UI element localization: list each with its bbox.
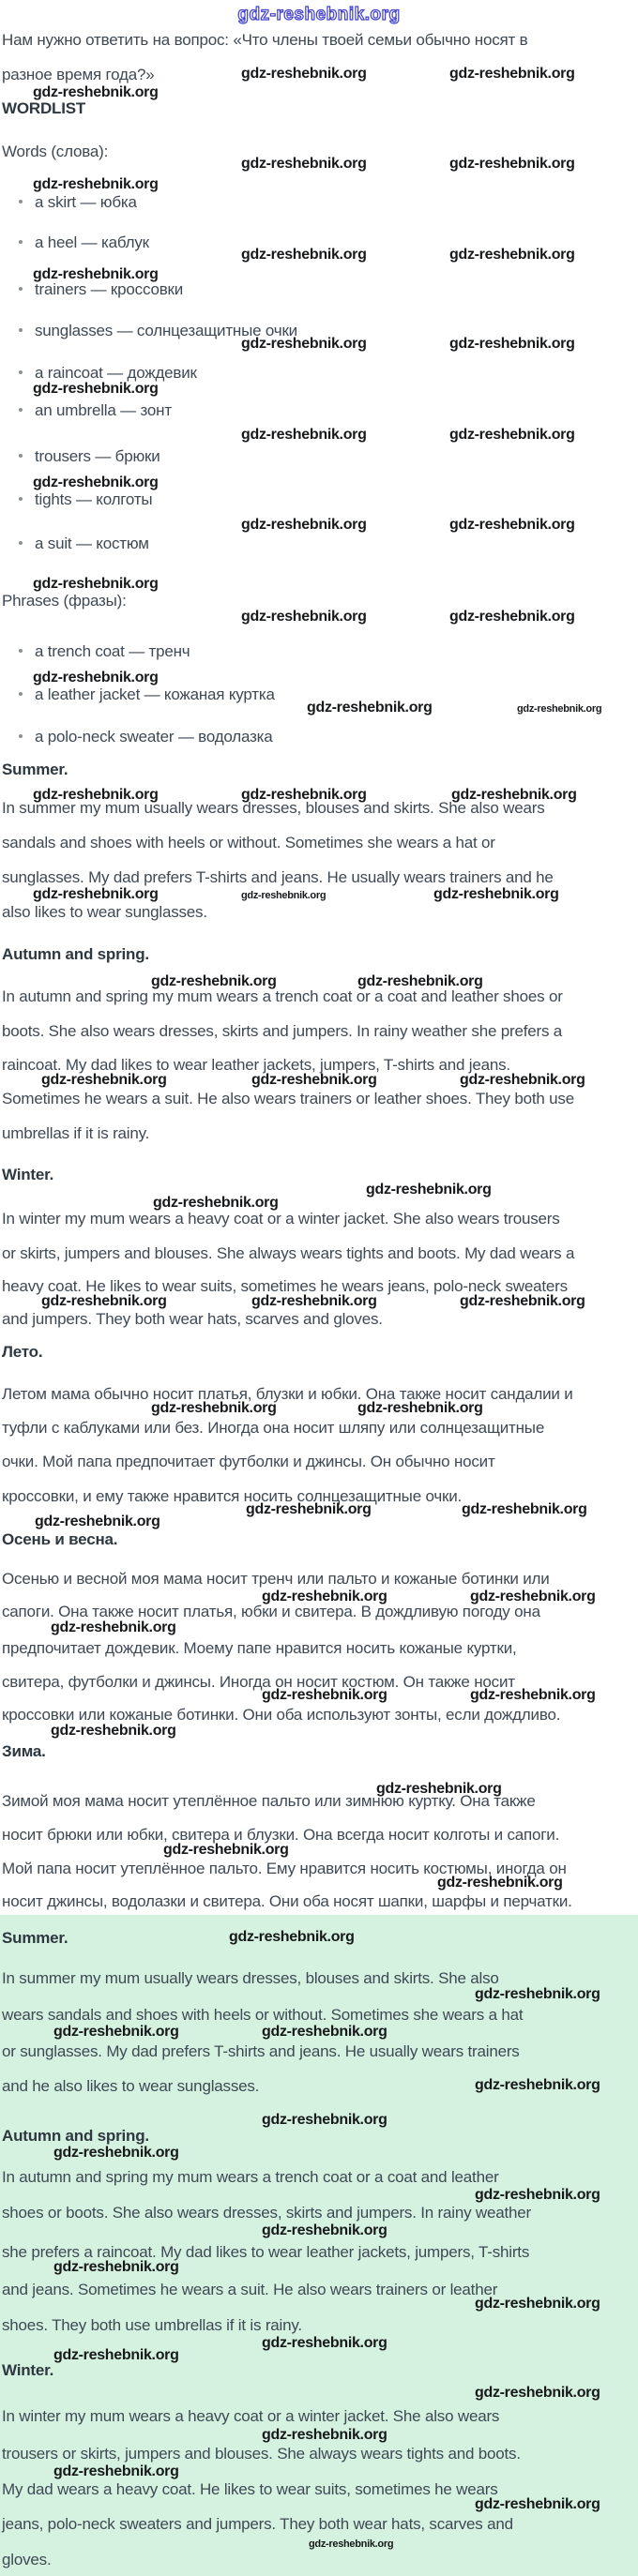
watermark: gdz-reshebnik.org bbox=[53, 2024, 179, 2040]
watermark: gdz-reshebnik.org bbox=[41, 1293, 167, 1309]
watermark: gdz-reshebnik.org bbox=[475, 1986, 600, 2002]
watermark: gdz-reshebnik.org bbox=[357, 1400, 483, 1416]
paragraph-line: and he also likes to wear sunglasses. bbox=[2, 2077, 260, 2095]
document-row bbox=[0, 280, 638, 301]
wordlist-item: a raincoat — дождевик bbox=[35, 364, 197, 382]
watermark: gdz-reshebnik.org bbox=[33, 886, 159, 902]
watermark: gdz-reshebnik.org bbox=[241, 890, 327, 901]
paragraph-line: носит брюки или юбки, свитера и блузки. Она всегда носит колготы и сапоги. bbox=[2, 1826, 560, 1844]
document-row bbox=[0, 2145, 638, 2165]
wordlist-item: a suit — костюм bbox=[35, 535, 149, 552]
document-row bbox=[0, 2407, 638, 2428]
paragraph-line: Нам нужно ответить на вопрос: «Что члены твоей семьи обычно носят в bbox=[2, 31, 528, 49]
paragraph-line: предпочитает дождевик. Моему папе нравится носить кожаные куртки, bbox=[2, 1639, 517, 1657]
bullet-icon bbox=[19, 287, 23, 291]
document-row bbox=[0, 1419, 638, 1439]
watermark: gdz-reshebnik.org bbox=[376, 1781, 502, 1797]
document-row bbox=[0, 1723, 638, 1743]
paragraph-line: кроссовки, и ему также нравится носить солнцезащитные очки. bbox=[2, 1487, 463, 1505]
document-row bbox=[0, 799, 638, 820]
watermark: gdz-reshebnik.org bbox=[241, 336, 367, 352]
document-row bbox=[0, 2168, 638, 2189]
document-row bbox=[0, 1892, 638, 1913]
document-row bbox=[0, 1619, 638, 1640]
watermark: gdz-reshebnik.org bbox=[262, 2335, 387, 2351]
watermark: gdz-reshebnik.org bbox=[153, 1195, 279, 1211]
watermark: gdz-reshebnik.org bbox=[33, 84, 159, 100]
paragraph-line: In autumn and spring my mum wears a trench coat or a coat and leather bbox=[2, 2168, 499, 2186]
watermark: gdz-reshebnik.org bbox=[151, 1400, 277, 1416]
bullet-icon bbox=[19, 200, 23, 203]
watermark: gdz-reshebnik.org bbox=[437, 1875, 563, 1891]
section-heading: WORDLIST bbox=[2, 99, 86, 117]
document-row bbox=[0, 2515, 638, 2536]
section-heading: Winter. bbox=[2, 2361, 54, 2379]
paragraph-line: Sometimes he wears a suit. He also wears trainers or leather shoes. They both use bbox=[2, 1090, 574, 1107]
watermark: gdz-reshebnik.org bbox=[33, 787, 159, 803]
document-row bbox=[0, 2204, 638, 2224]
watermark: gdz-reshebnik.org bbox=[462, 1501, 587, 1517]
section-heading: Summer. bbox=[2, 761, 68, 778]
watermark: gdz-reshebnik.org bbox=[449, 247, 575, 263]
watermark-outlined: gdz-reshebnik.org bbox=[237, 5, 401, 24]
paragraph-line: In summer my mum usually wears dresses, blouses and skirts. She also bbox=[2, 1969, 499, 1987]
paragraph-line: Зимой моя мама носит утеплённое пальто или зимнюю куртку. Она также bbox=[2, 1792, 536, 1810]
wordlist-item: an umbrella — зонт bbox=[35, 401, 172, 419]
document-row bbox=[0, 1022, 638, 1043]
document-row bbox=[0, 642, 638, 663]
document-row bbox=[0, 1124, 638, 1145]
bullet-icon bbox=[19, 649, 23, 653]
watermark: gdz-reshebnik.org bbox=[309, 2538, 394, 2550]
watermark: gdz-reshebnik.org bbox=[241, 66, 367, 82]
watermark: gdz-reshebnik.org bbox=[251, 1072, 377, 1088]
watermark: gdz-reshebnik.org bbox=[460, 1072, 585, 1088]
document-row bbox=[0, 2551, 638, 2571]
document-row bbox=[0, 2042, 638, 2063]
paragraph-line: wears sandals and shoes with heels or without. Sometimes she wears a hat bbox=[2, 2006, 524, 2024]
watermark: gdz-reshebnik.org bbox=[241, 427, 367, 443]
watermark: gdz-reshebnik.org bbox=[262, 1687, 387, 1703]
document-row bbox=[0, 1453, 638, 1473]
document-row bbox=[0, 1570, 638, 1590]
watermark: gdz-reshebnik.org bbox=[53, 2463, 179, 2479]
watermark: gdz-reshebnik.org bbox=[307, 700, 433, 716]
paragraph-line: and jumpers. They both wear hats, scarves and gloves. bbox=[2, 1310, 383, 1328]
watermark: gdz-reshebnik.org bbox=[151, 973, 277, 989]
paragraph-line: кроссовки или кожаные ботинки. Они оба используют зонты, если дождливо. bbox=[2, 1706, 561, 1724]
watermark: gdz-reshebnik.org bbox=[35, 1514, 160, 1529]
paragraph-line: туфли с каблуками или без. Иногда она носит шляпу или солнцезащитные bbox=[2, 1419, 545, 1437]
watermark: gdz-reshebnik.org bbox=[475, 2385, 600, 2401]
watermark: gdz-reshebnik.org bbox=[475, 2077, 600, 2093]
watermark: gdz-reshebnik.org bbox=[33, 576, 159, 592]
watermark: gdz-reshebnik.org bbox=[33, 176, 159, 192]
paragraph-line: umbrellas if it is rainy. bbox=[2, 1124, 150, 1142]
section-heading: Зима. bbox=[2, 1742, 46, 1760]
document-row bbox=[0, 66, 638, 86]
paragraph-line: boots. She also wears dresses, skirts and jumpers. In rainy weather she prefers a bbox=[2, 1022, 563, 1040]
document-row bbox=[0, 381, 638, 401]
document-row bbox=[0, 1687, 638, 1708]
watermark: gdz-reshebnik.org bbox=[475, 2296, 600, 2312]
watermark: gdz-reshebnik.org bbox=[262, 1589, 387, 1604]
document-row bbox=[0, 1343, 638, 1363]
watermark: gdz-reshebnik.org bbox=[451, 787, 577, 803]
watermark: gdz-reshebnik.org bbox=[262, 2222, 387, 2238]
paragraph-line: сапоги. Она также носит платья, юбки и свитера. В дождливую погоду она bbox=[2, 1603, 540, 1620]
document-row bbox=[0, 99, 638, 120]
bullet-icon bbox=[19, 734, 23, 738]
watermark: gdz-reshebnik.org bbox=[229, 1929, 355, 1945]
paragraph-line: In winter my mum wears a heavy coat or a winter jacket. She also wears trousers bbox=[2, 1210, 560, 1228]
document-row bbox=[0, 427, 638, 447]
wordlist-item: trousers — брюки bbox=[35, 447, 160, 465]
paragraph-line: sandals and shoes with heels or without. Sometimes she wears a hat or bbox=[2, 834, 495, 851]
paragraph-line: jeans, polo-neck sweaters and jumpers. They both wear hats, scarves and bbox=[2, 2515, 513, 2533]
paragraph-line: In autumn and spring my mum wears a trench coat or a coat and leather shoes or bbox=[2, 987, 563, 1005]
document-row bbox=[0, 193, 638, 214]
paragraph-line: очки. Мой папа предпочитает футболки и джинсы. Он обычно носит bbox=[2, 1453, 495, 1470]
paragraph-line: Phrases (фразы): bbox=[2, 592, 127, 610]
paragraph-line: and jeans. Sometimes he wears a suit. He also wears trainers or leather bbox=[2, 2281, 498, 2298]
document-row bbox=[0, 903, 638, 924]
watermark: gdz-reshebnik.org bbox=[449, 517, 575, 533]
bullet-icon bbox=[19, 454, 23, 458]
document-row bbox=[0, 1244, 638, 1265]
document-row bbox=[0, 2361, 638, 2382]
wordlist-item: trainers — кроссовки bbox=[35, 280, 184, 298]
watermark: gdz-reshebnik.org bbox=[262, 2024, 387, 2040]
section-heading: Winter. bbox=[2, 1166, 54, 1183]
section-heading: Autumn and spring. bbox=[2, 2127, 149, 2145]
watermark: gdz-reshebnik.org bbox=[449, 427, 575, 443]
section-heading: Осень и весна. bbox=[2, 1530, 118, 1548]
document-row bbox=[0, 2024, 638, 2044]
watermark: gdz-reshebnik.org bbox=[53, 2259, 179, 2275]
watermark: gdz-reshebnik.org bbox=[41, 1072, 167, 1088]
bullet-icon bbox=[19, 692, 23, 696]
document-row bbox=[0, 987, 638, 1008]
paragraph-line: or skirts, jumpers and blouses. She always wears tights and boots. My dad wears a bbox=[2, 1244, 575, 1262]
section-heading: Autumn and spring. bbox=[2, 945, 149, 963]
paragraph-line: also likes to wear sunglasses. bbox=[2, 903, 207, 921]
paragraph-line: trousers or skirts, jumpers and blouses. She always wears tights and boots. bbox=[2, 2445, 521, 2463]
paragraph-line: raincoat. My dad likes to wear leather jackets, jumpers, T-shirts and jeans. bbox=[2, 1056, 510, 1074]
bullet-icon bbox=[19, 328, 23, 332]
watermark: gdz-reshebnik.org bbox=[357, 973, 483, 989]
wordlist-item: a trench coat — тренч bbox=[35, 642, 190, 660]
bullet-icon bbox=[19, 370, 23, 374]
document-row bbox=[0, 1530, 638, 1551]
watermark: gdz-reshebnik.org bbox=[33, 475, 159, 490]
paragraph-line: Летом мама обычно носит платья, блузки и юбки. Она также носит сандалии и bbox=[2, 1385, 573, 1403]
section-heading: Лето. bbox=[2, 1343, 43, 1361]
document-row bbox=[0, 2385, 638, 2405]
watermark: gdz-reshebnik.org bbox=[51, 1619, 176, 1635]
section-heading: Summer. bbox=[2, 1929, 68, 1947]
document-row bbox=[0, 761, 638, 781]
watermark: gdz-reshebnik.org bbox=[53, 2145, 179, 2161]
document-row bbox=[0, 728, 638, 748]
watermark: gdz-reshebnik.org bbox=[433, 886, 559, 902]
watermark: gdz-reshebnik.org bbox=[475, 2496, 600, 2512]
watermark: gdz-reshebnik.org bbox=[262, 2427, 387, 2443]
document-row bbox=[0, 2296, 638, 2316]
paragraph-line: Осенью и весной моя мама носит тренч или пальто и кожаные ботинки или bbox=[2, 1570, 550, 1588]
document-row bbox=[0, 1400, 638, 1421]
document-row bbox=[0, 1929, 638, 1950]
watermark: gdz-reshebnik.org bbox=[251, 1293, 377, 1309]
document-row bbox=[0, 2259, 638, 2280]
watermark: gdz-reshebnik.org bbox=[33, 670, 159, 685]
watermark: gdz-reshebnik.org bbox=[449, 156, 575, 172]
paragraph-line: My dad wears a heavy coat. He likes to wear suits, sometimes he wears bbox=[2, 2480, 498, 2498]
watermark: gdz-reshebnik.org bbox=[241, 609, 367, 625]
document-row bbox=[0, 1792, 638, 1813]
paragraph-line: gloves. bbox=[2, 2551, 52, 2568]
watermark: gdz-reshebnik.org bbox=[449, 609, 575, 625]
watermark: gdz-reshebnik.org bbox=[53, 2347, 179, 2363]
document-row bbox=[0, 1639, 638, 1660]
bullet-icon bbox=[19, 240, 23, 244]
wordlist-item: tights — колготы bbox=[35, 490, 153, 508]
watermark: gdz-reshebnik.org bbox=[246, 1501, 372, 1517]
watermark: gdz-reshebnik.org bbox=[51, 1723, 176, 1739]
wordlist-item: a polo-neck sweater — водолазка bbox=[35, 728, 273, 746]
document-row bbox=[0, 700, 638, 720]
document-row bbox=[0, 31, 638, 52]
watermark: gdz-reshebnik.org bbox=[241, 247, 367, 263]
watermark: gdz-reshebnik.org bbox=[163, 1842, 289, 1858]
paragraph-line: shoes. They both use umbrellas if it is rainy. bbox=[2, 2316, 302, 2334]
document-row bbox=[0, 535, 638, 555]
watermark: gdz-reshebnik.org bbox=[470, 1687, 596, 1703]
watermark: gdz-reshebnik.org bbox=[449, 66, 575, 82]
wordlist-item: a skirt — юбка bbox=[35, 193, 137, 211]
watermark: gdz-reshebnik.org bbox=[33, 381, 159, 397]
paragraph-line: In winter my mum wears a heavy coat or a winter jacket. She also wears bbox=[2, 2407, 500, 2425]
watermark: gdz-reshebnik.org bbox=[241, 787, 367, 803]
document-row bbox=[0, 2445, 638, 2465]
watermark: gdz-reshebnik.org bbox=[475, 2187, 600, 2203]
bullet-icon bbox=[19, 408, 23, 412]
document-row bbox=[0, 2222, 638, 2243]
paragraph-line: shoes or boots. She also wears dresses, skirts and jumpers. In rainy weather bbox=[2, 2204, 532, 2222]
document-row bbox=[0, 2316, 638, 2337]
document-row bbox=[0, 2496, 638, 2517]
document-row bbox=[0, 1310, 638, 1331]
watermark: gdz-reshebnik.org bbox=[449, 336, 575, 352]
document-row bbox=[0, 401, 638, 422]
document-row bbox=[0, 1742, 638, 1763]
paragraph-line: sunglasses. My dad prefers T-shirts and jeans. He usually wears trainers and he bbox=[2, 868, 554, 886]
document-row bbox=[0, 1210, 638, 1230]
paragraph-line: разное время года?» bbox=[2, 66, 155, 83]
document-row bbox=[0, 336, 638, 356]
paragraph-line: свитера, футболки и джинсы. Иногда он носит костюм. Он также носит bbox=[2, 1673, 515, 1691]
paragraph-line: she prefers a raincoat. My dad likes to wear leather jackets, jumpers, T-shirts bbox=[2, 2243, 530, 2261]
paragraph-line: Мой папа носит утеплённое пальто. Ему нравится носить костюмы, иногда он bbox=[2, 1860, 567, 1877]
wordlist-item: a leather jacket — кожаная куртка bbox=[35, 685, 275, 703]
wordlist-item: sunglasses — солнцезащитные очки bbox=[35, 322, 297, 339]
watermark: gdz-reshebnik.org bbox=[241, 156, 367, 172]
watermark: gdz-reshebnik.org bbox=[33, 266, 159, 282]
watermark: gdz-reshebnik.org bbox=[241, 517, 367, 533]
document-row bbox=[0, 5, 638, 25]
watermark: gdz-reshebnik.org bbox=[517, 703, 602, 715]
paragraph-line: Words (слова): bbox=[2, 143, 109, 160]
watermark: gdz-reshebnik.org bbox=[366, 1182, 492, 1198]
document-row bbox=[0, 2077, 638, 2098]
document-row bbox=[0, 609, 638, 629]
paragraph-line: носит джинсы, водолазки и свитера. Они оба носят шапки, шарфы и перчатки. bbox=[2, 1892, 572, 1910]
document-row bbox=[0, 490, 638, 511]
watermark: gdz-reshebnik.org bbox=[460, 1293, 585, 1309]
wordlist-item: a heel — каблук bbox=[35, 233, 149, 251]
document-row bbox=[0, 945, 638, 966]
bullet-icon bbox=[19, 497, 23, 501]
document-row bbox=[0, 156, 638, 176]
paragraph-line: or sunglasses. My dad prefers T-shirts and jeans. He usually wears trainers bbox=[2, 2042, 520, 2060]
watermark: gdz-reshebnik.org bbox=[470, 1589, 596, 1604]
document-row bbox=[0, 834, 638, 854]
document-row bbox=[0, 247, 638, 267]
document-row bbox=[0, 1090, 638, 1110]
document-row bbox=[0, 1986, 638, 2007]
paragraph-line: In summer my mum usually wears dresses, blouses and skirts. She also wears bbox=[2, 799, 545, 817]
bullet-icon bbox=[19, 541, 23, 545]
paragraph-line: heavy coat. He likes to wear suits, sometimes he wears jeans, polo-neck sweaters bbox=[2, 1277, 568, 1295]
document-row bbox=[0, 447, 638, 468]
watermark: gdz-reshebnik.org bbox=[262, 2112, 387, 2128]
